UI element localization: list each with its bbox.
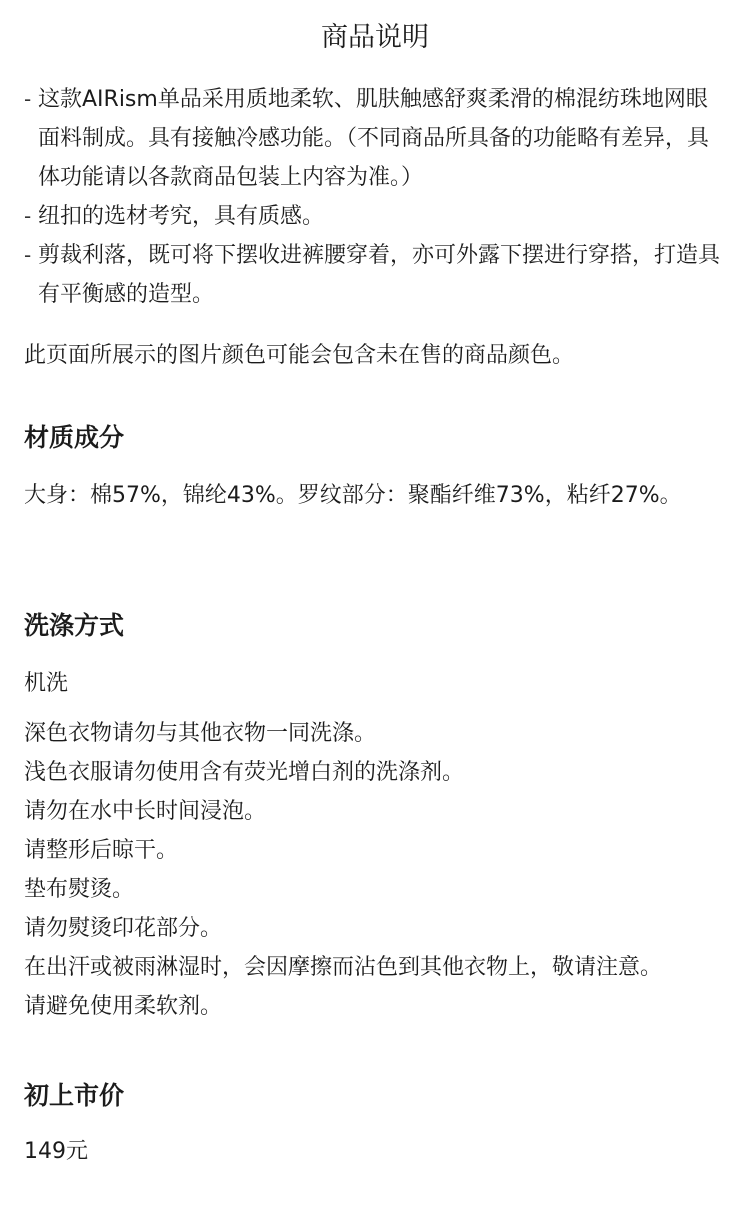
material-heading: 材质成分 (24, 423, 125, 452)
feature-item (24, 80, 728, 197)
washing-instruction: 浅色衣服请勿使用含有荧光增白剂的洗涤剂。 (24, 760, 465, 785)
color-note: 此页面所展示的图片颜色可能会包含未在售的商品颜色。 (24, 343, 575, 368)
feature-text: 剪裁利落，既可将下摆收进裤腰穿着，亦可外露下摆进行穿搭，打造具有平衡感的造型。 (38, 243, 721, 307)
price-value: 149元 (24, 1139, 88, 1164)
washing-method: 机洗 (24, 671, 69, 696)
bullet-marker: - (24, 204, 32, 228)
bullet-marker: - (24, 87, 32, 111)
washing-instruction: 请勿熨烫印花部分。 (24, 916, 223, 941)
washing-instruction: 深色衣物请勿与其他衣物一同洗涤。 (24, 721, 377, 746)
washing-instruction: 请勿在水中长时间浸泡。 (24, 799, 267, 824)
bullet-marker: - (24, 243, 32, 267)
feature-item (24, 197, 728, 236)
feature-text: 这款AIRism单品采用质地柔软、肌肤触感舒爽柔滑的棉混纺珠地网眼面料制成。具有接触冷感功能。（不同商品所具备的功能略有差异，具体功能请以各款商品包装上内容为准。） (38, 87, 710, 190)
feature-list (24, 80, 728, 314)
washing-heading: 洗涤方式 (24, 611, 125, 640)
feature-text: 纽扣的选材考究，具有质感。 (38, 204, 325, 229)
washing-instruction: 在出汗或被雨淋湿时，会因摩擦而沾色到其他衣物上，敬请注意。 (24, 955, 663, 980)
washing-instructions (24, 714, 728, 1026)
washing-instruction: 请避免使用柔软剂。 (24, 994, 223, 1019)
page-title: 商品说明 (321, 22, 429, 53)
material-composition: 大身：棉57%，锦纶43%。罗纹部分：聚酯纤维73%，粘纤27%。 (24, 483, 682, 508)
price-heading: 初上市价 (24, 1081, 125, 1110)
washing-instruction: 请整形后晾干。 (24, 838, 179, 863)
washing-instruction: 垫布熨烫。 (24, 877, 135, 902)
feature-item (24, 236, 728, 314)
